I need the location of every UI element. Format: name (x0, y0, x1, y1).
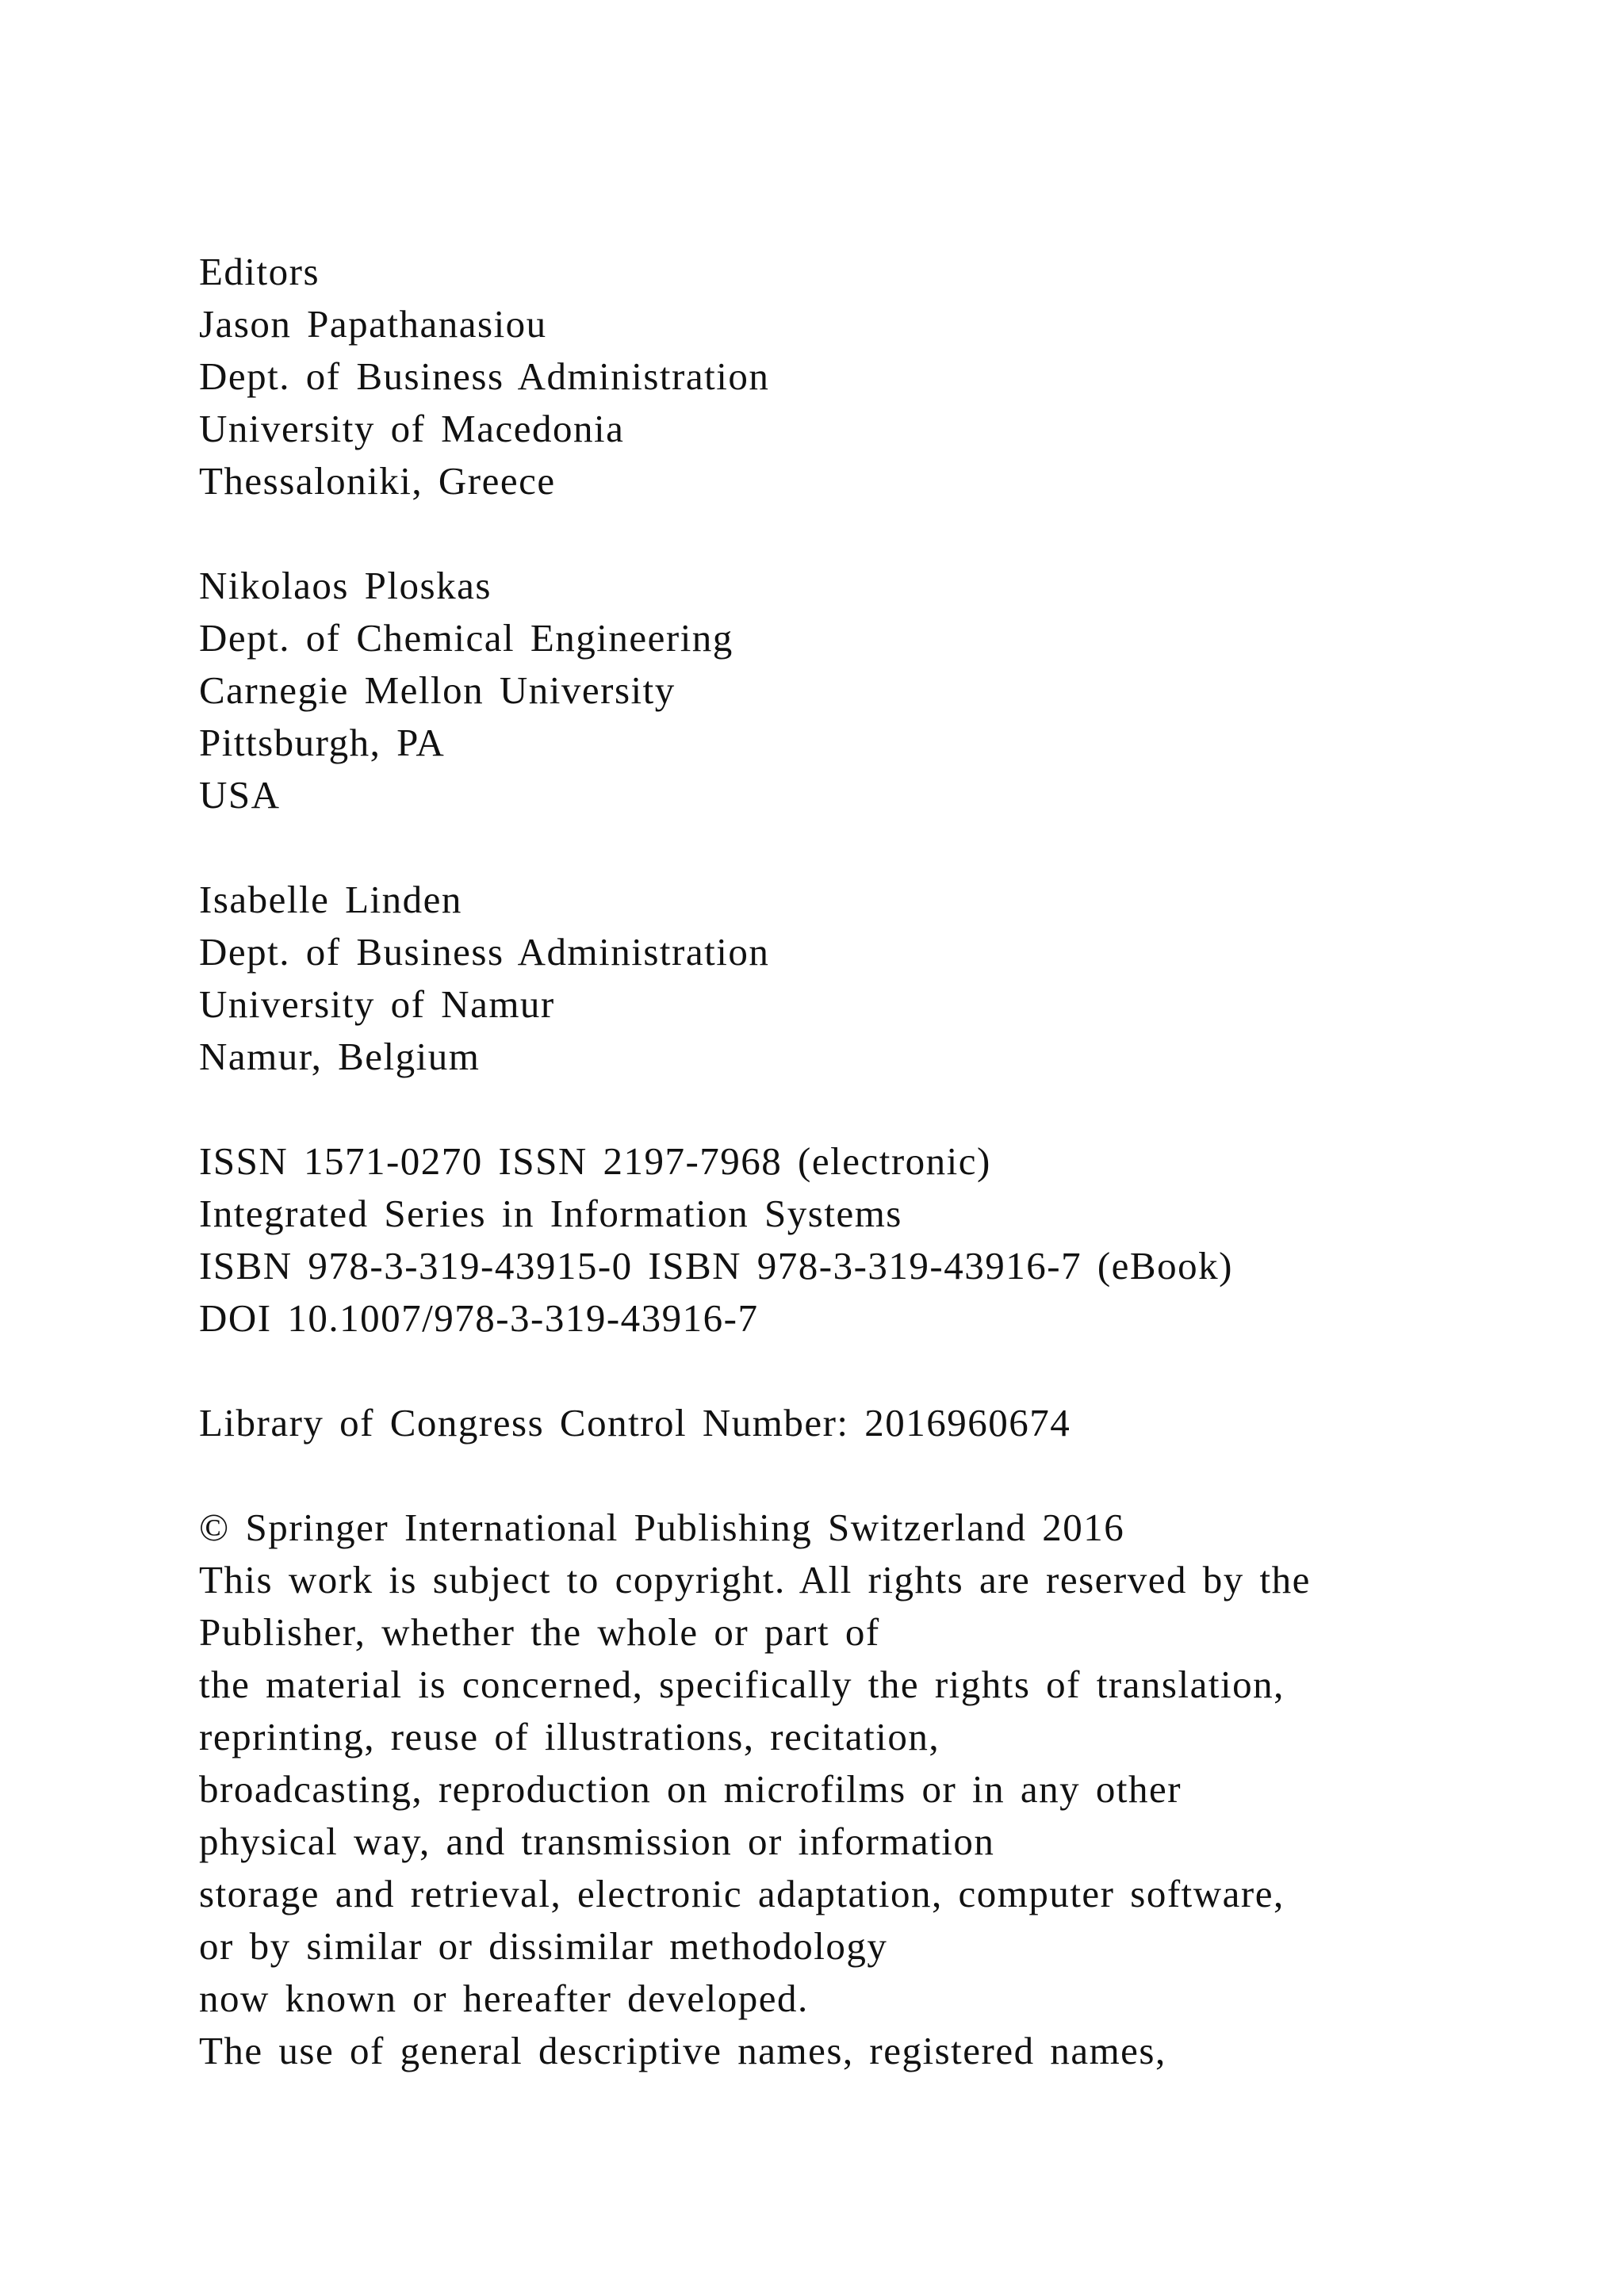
doi-line: DOI 10.1007/978-3-319-43916-7 (199, 1296, 759, 1340)
copyright-text-line: broadcasting, reproduction on microfilms or in any other (199, 1767, 1182, 1811)
editor-department: Dept. of Business Administration (199, 930, 770, 974)
editor-isabelle-linden (199, 874, 1547, 1083)
copyright-text-line: or by similar or dissimilar methodology (199, 1924, 888, 1968)
copyright-page (199, 246, 1547, 2077)
editors-section (199, 246, 1547, 1083)
spacer (199, 1345, 1547, 1397)
editor-university: University of Macedonia (199, 407, 625, 450)
editor-country: USA (199, 773, 281, 817)
copyright-text-line: This work is subject to copyright. All rights are reserved by the (199, 1558, 1311, 1601)
copyright-holder: © Springer International Publishing Switzerland 2016 (199, 1506, 1125, 1549)
copyright-text-line: physical way, and transmission or information (199, 1820, 995, 1863)
isbn-line: ISBN 978-3-319-43915-0 ISBN 978-3-319-43916-7 (eBook) (199, 1244, 1233, 1288)
copyright-text-line: storage and retrieval, electronic adaptation, computer software, (199, 1872, 1285, 1915)
spacer (199, 507, 1547, 560)
editor-university: University of Namur (199, 982, 555, 1026)
editor-name: Nikolaos Ploskas (199, 564, 492, 607)
copyright-text-line: Publisher, whether the whole or part of (199, 1610, 880, 1654)
editor-department: Dept. of Chemical Engineering (199, 616, 733, 660)
editor-location: Thessaloniki, Greece (199, 459, 556, 503)
loc-section (199, 1397, 1547, 1449)
editor-name: Jason Papathanasiou (199, 302, 547, 346)
copyright-text-line: The use of general descriptive names, registered names, (199, 2029, 1166, 2072)
publication-info (199, 1135, 1547, 1345)
spacer (199, 1449, 1547, 1502)
copyright-notice (199, 1502, 1547, 2077)
editor-university: Carnegie Mellon University (199, 668, 676, 712)
issn-line: ISSN 1571-0270 ISSN 2197-7968 (electronic) (199, 1139, 991, 1183)
editor-name: Isabelle Linden (199, 878, 462, 921)
editor-nikolaos-ploskas (199, 560, 1547, 821)
editor-location: Pittsburgh, PA (199, 721, 446, 764)
series-title: Integrated Series in Information Systems (199, 1192, 902, 1235)
spacer (199, 821, 1547, 874)
editor-department: Dept. of Business Administration (199, 354, 770, 398)
editor-location: Namur, Belgium (199, 1035, 481, 1078)
copyright-text-line: now known or hereafter developed. (199, 1976, 809, 2020)
editor-jason-papathanasiou (199, 298, 1547, 507)
loc-control-number: Library of Congress Control Number: 2016960674 (199, 1401, 1071, 1445)
copyright-text-line: reprinting, reuse of illustrations, recitation, (199, 1715, 940, 1758)
copyright-text-line: the material is concerned, specifically the rights of translation, (199, 1663, 1285, 1706)
spacer (199, 1083, 1547, 1135)
editors-heading: Editors (199, 250, 320, 293)
